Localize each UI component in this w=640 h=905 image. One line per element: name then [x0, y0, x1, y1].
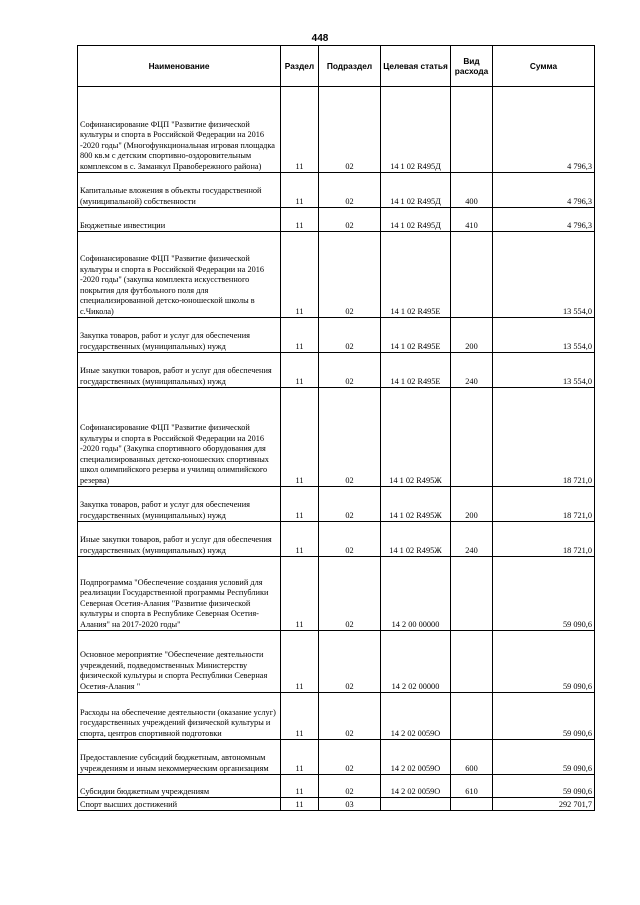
row-expense-type: 410 — [451, 208, 493, 232]
table-row — [78, 232, 595, 318]
row-expense-type — [451, 388, 493, 487]
row-amount: 4 796,3 — [493, 173, 595, 208]
row-section: 11 — [281, 693, 319, 740]
row-target-article: 14 2 02 0059О — [381, 740, 451, 775]
row-expense-type: 240 — [451, 522, 493, 557]
row-target-article: 14 1 02 R495Е — [381, 353, 451, 388]
row-name: Закупка товаров, работ и услуг для обеспечения государственных (муниципальных) нужд — [78, 318, 281, 353]
row-amount: 13 554,0 — [493, 318, 595, 353]
row-name: Капитальные вложения в объекты государственной (муниципальной) собственности — [78, 173, 281, 208]
row-expense-type: 200 — [451, 487, 493, 522]
row-name: Предоставление субсидий бюджетным, автономным учреждениям и иным некоммерческим организациям — [78, 740, 281, 775]
row-expense-type — [451, 693, 493, 740]
row-subsection: 03 — [319, 798, 381, 811]
row-amount: 59 090,6 — [493, 740, 595, 775]
row-amount: 59 090,6 — [493, 631, 595, 693]
row-subsection: 02 — [319, 208, 381, 232]
row-expense-type: 600 — [451, 740, 493, 775]
row-section: 11 — [281, 798, 319, 811]
row-section: 11 — [281, 487, 319, 522]
row-expense-type: 200 — [451, 318, 493, 353]
row-target-article: 14 1 02 R495Д — [381, 87, 451, 173]
budget-table — [77, 45, 595, 811]
row-expense-type — [451, 631, 493, 693]
row-target-article: 14 2 00 00000 — [381, 557, 451, 631]
row-expense-type — [451, 557, 493, 631]
page-number: 448 — [311, 33, 329, 44]
row-amount: 4 796,3 — [493, 208, 595, 232]
row-amount: 13 554,0 — [493, 232, 595, 318]
table-row — [78, 353, 595, 388]
header-name: Наименование — [78, 46, 281, 87]
row-amount: 18 721,0 — [493, 487, 595, 522]
row-subsection: 02 — [319, 522, 381, 557]
row-expense-type: 400 — [451, 173, 493, 208]
row-target-article — [381, 798, 451, 811]
row-name: Субсидии бюджетным учреждениям — [78, 775, 281, 798]
row-name: Подпрограмма "Обеспечение создания условий для реализации Государственной программы Республики Северная Осетия-Алания "Развитие физической культуры и спорта в Республике Северная Осетия-Алания" на 2017-2020 годы" — [78, 557, 281, 631]
row-section: 11 — [281, 87, 319, 173]
table-row — [78, 775, 595, 798]
row-expense-type — [451, 798, 493, 811]
row-name: Софинансирование ФЦП "Развитие физической культуры и спорта в Российской Федерации на 2016 -2020 годы" (Закупка спортивного оборудования для специализированных детско-юношеских спортивных школ олимпийского резерва и училищ олимпийского резерва) — [78, 388, 281, 487]
table-row — [78, 798, 595, 811]
table-row — [78, 173, 595, 208]
table-row — [78, 208, 595, 232]
row-amount: 4 796,3 — [493, 87, 595, 173]
row-section: 11 — [281, 557, 319, 631]
row-section: 11 — [281, 318, 319, 353]
row-amount: 18 721,0 — [493, 388, 595, 487]
row-name: Софинансирование ФЦП "Развитие физической культуры и спорта в Российской Федерации на 2016 -2020 годы" (закупка комплекта искусственного покрытия для футбольного поля для специализированной детско-юношеской школы в с.Чикола) — [78, 232, 281, 318]
header-subsection: Подраздел — [319, 46, 381, 87]
header-expense-type: Вид расхода — [451, 46, 493, 87]
row-subsection: 02 — [319, 693, 381, 740]
row-subsection: 02 — [319, 173, 381, 208]
row-subsection: 02 — [319, 87, 381, 173]
table-row — [78, 522, 595, 557]
row-subsection: 02 — [319, 232, 381, 318]
row-section: 11 — [281, 740, 319, 775]
row-target-article: 14 1 02 R495Ж — [381, 522, 451, 557]
header-target-article: Целевая статья — [381, 46, 451, 87]
row-section: 11 — [281, 522, 319, 557]
row-section: 11 — [281, 388, 319, 487]
row-target-article: 14 2 02 0059О — [381, 693, 451, 740]
row-name: Основное мероприятие "Обеспечение деятельности учреждений, подведомственных Министерству физической культуры и спорта Республики Северная Осетия-Алания " — [78, 631, 281, 693]
row-name: Иные закупки товаров, работ и услуг для обеспечения государственных (муниципальных) нужд — [78, 522, 281, 557]
row-target-article: 14 1 02 R495Е — [381, 318, 451, 353]
table-header — [78, 46, 595, 87]
row-name: Софинансирование ФЦП "Развитие физической культуры и спорта в Российской Федерации на 2016 -2020 годы" (Многофункциональная игровая площадка 800 кв.м с детским спортивно-оздоровительным комплексом в с. Заманкул Правобережного района) — [78, 87, 281, 173]
row-target-article: 14 1 02 R495Д — [381, 173, 451, 208]
row-expense-type — [451, 232, 493, 318]
table-row — [78, 557, 595, 631]
row-amount: 59 090,6 — [493, 693, 595, 740]
row-name: Иные закупки товаров, работ и услуг для обеспечения государственных (муниципальных) нужд — [78, 353, 281, 388]
table-row — [78, 631, 595, 693]
table-body — [78, 87, 595, 811]
table-row — [78, 740, 595, 775]
row-subsection: 02 — [319, 631, 381, 693]
header-amount: Сумма — [493, 46, 595, 87]
row-subsection: 02 — [319, 353, 381, 388]
row-subsection: 02 — [319, 318, 381, 353]
row-target-article: 14 1 02 R495Д — [381, 208, 451, 232]
row-name: Расходы на обеспечение деятельности (оказание услуг) государственных учреждений физической культуры и спорта, центров спортивной подготовки — [78, 693, 281, 740]
row-target-article: 14 1 02 R495Е — [381, 232, 451, 318]
row-subsection: 02 — [319, 557, 381, 631]
row-target-article: 14 2 02 00000 — [381, 631, 451, 693]
row-name: Закупка товаров, работ и услуг для обеспечения государственных (муниципальных) нужд — [78, 487, 281, 522]
row-name: Бюджетные инвестиции — [78, 208, 281, 232]
row-section: 11 — [281, 173, 319, 208]
header-section: Раздел — [281, 46, 319, 87]
row-subsection: 02 — [319, 388, 381, 487]
row-amount: 59 090,6 — [493, 775, 595, 798]
row-expense-type — [451, 87, 493, 173]
row-subsection: 02 — [319, 740, 381, 775]
table-row — [78, 388, 595, 487]
row-target-article: 14 1 02 R495Ж — [381, 487, 451, 522]
row-subsection: 02 — [319, 487, 381, 522]
row-expense-type: 240 — [451, 353, 493, 388]
row-target-article: 14 2 02 0059О — [381, 775, 451, 798]
row-subsection: 02 — [319, 775, 381, 798]
row-amount: 292 701,7 — [493, 798, 595, 811]
row-name: Спорт высших достижений — [78, 798, 281, 811]
row-section: 11 — [281, 631, 319, 693]
row-amount: 18 721,0 — [493, 522, 595, 557]
row-section: 11 — [281, 353, 319, 388]
row-section: 11 — [281, 775, 319, 798]
table-row — [78, 487, 595, 522]
table-row — [78, 693, 595, 740]
row-amount: 13 554,0 — [493, 353, 595, 388]
table-row — [78, 87, 595, 173]
row-target-article: 14 1 02 R495Ж — [381, 388, 451, 487]
table-row — [78, 318, 595, 353]
row-amount: 59 090,6 — [493, 557, 595, 631]
row-expense-type: 610 — [451, 775, 493, 798]
row-section: 11 — [281, 232, 319, 318]
row-section: 11 — [281, 208, 319, 232]
